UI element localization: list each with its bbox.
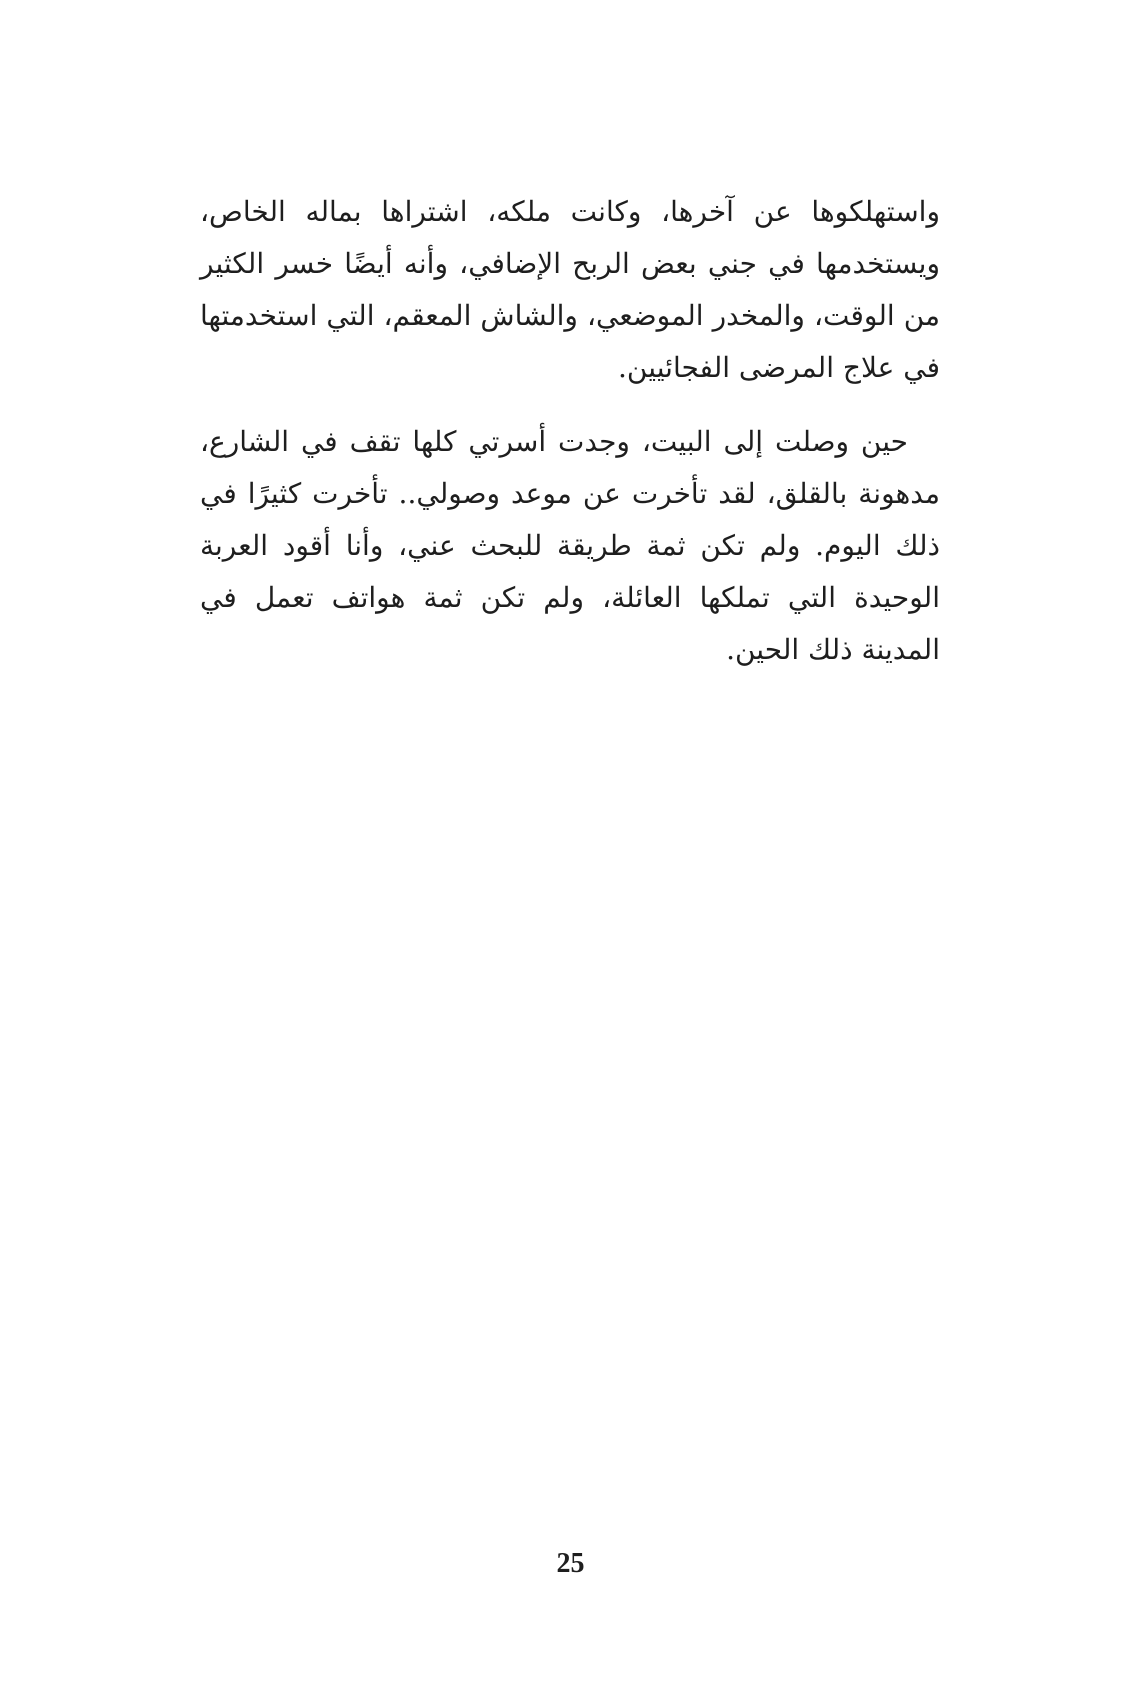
paragraph-2 <box>200 416 940 676</box>
text-line: الوحيدة التي تملكها العائلة، ولم تكن ثمة هواتف تعمل في <box>200 581 940 614</box>
page-number: 25 <box>556 1548 585 1579</box>
text-line: واستهلكوها عن آخرها، وكانت ملكه، اشتراها بماله الخاص، <box>200 195 940 228</box>
text-line: من الوقت، والمخدر الموضعي، والشاش المعقم، التي استخدمتها <box>200 299 940 332</box>
text-line: المدينة ذلك الحين. <box>726 633 940 666</box>
paragraph-1 <box>200 186 940 394</box>
text-line: في علاج المرضى الفجائيين. <box>618 351 940 384</box>
body-text <box>200 186 940 676</box>
text-line: ويستخدمها في جني بعض الربح الإضافي، وأنه أيضًا خسر الكثير <box>200 247 940 280</box>
text-line: ذلك اليوم. ولم تكن ثمة طريقة للبحث عني، وأنا أقود العربة <box>200 529 940 562</box>
text-line: مدهونة بالقلق، لقد تأخرت عن موعد وصولي.. تأخرت كثيرًا في <box>200 477 940 510</box>
text-line: حين وصلت إلى البيت، وجدت أسرتي كلها تقف في الشارع، <box>200 425 908 458</box>
